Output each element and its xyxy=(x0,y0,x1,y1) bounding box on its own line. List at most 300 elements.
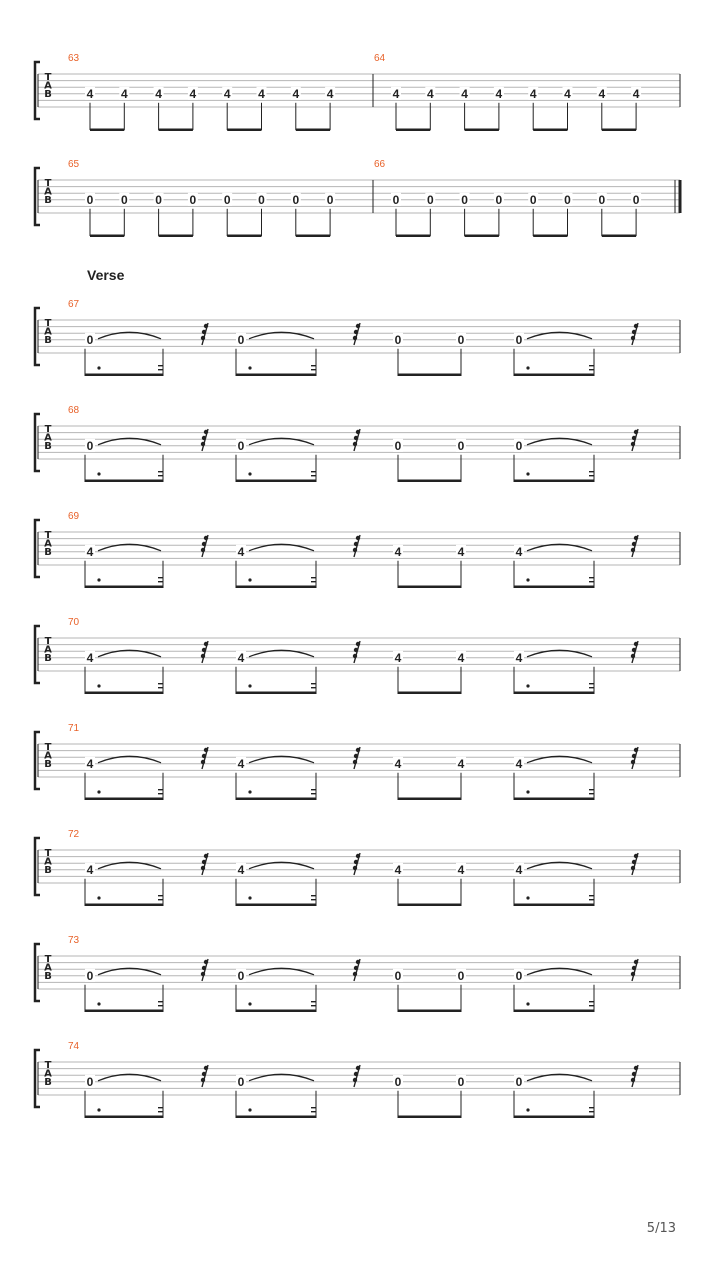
tab-clef-letter: A xyxy=(44,1068,52,1080)
beam xyxy=(514,480,594,483)
fret-number: 4 xyxy=(86,86,94,101)
beam xyxy=(514,374,594,377)
rest-dot xyxy=(353,972,357,976)
rest-dot xyxy=(201,972,205,976)
fret-number: 0 xyxy=(86,438,94,453)
fret-number: 4 xyxy=(86,650,94,665)
fret-number: 4 xyxy=(237,862,245,877)
staff-system xyxy=(35,723,680,800)
fret-number: 0 xyxy=(394,968,402,983)
rest-dot xyxy=(202,330,206,334)
rest-dot xyxy=(353,866,357,870)
rest-dot xyxy=(202,648,206,652)
beam-stub xyxy=(158,899,163,900)
beam xyxy=(296,129,330,132)
fret-number: 4 xyxy=(515,862,523,877)
beam xyxy=(90,235,124,238)
fret-number: 4 xyxy=(86,544,94,559)
fret-number: 0 xyxy=(394,438,402,453)
rhythm-dot xyxy=(526,578,529,581)
rest-dot xyxy=(202,436,206,440)
rest-dot xyxy=(353,442,357,446)
fret-number: 4 xyxy=(326,86,334,101)
rhythm-dot xyxy=(526,684,529,687)
fret-number: 0 xyxy=(258,192,265,207)
beam-stub xyxy=(589,895,594,896)
fret-number: 0 xyxy=(461,192,468,207)
rest-dot xyxy=(356,324,360,328)
rhythm-dot xyxy=(248,896,251,899)
fret-number: 0 xyxy=(394,332,402,347)
beam-stub xyxy=(589,1005,594,1006)
beam-stub xyxy=(311,1005,316,1006)
tab-clef-letter: B xyxy=(44,335,52,346)
section-label: Verse xyxy=(87,267,125,283)
rest-dot xyxy=(201,442,205,446)
fret-number: 0 xyxy=(457,332,465,347)
fret-number: 4 xyxy=(394,650,402,665)
tab-clef-letter: A xyxy=(44,962,52,974)
beam-stub xyxy=(311,793,316,794)
beam xyxy=(85,1116,163,1119)
beam-stub xyxy=(311,895,316,896)
fret-number: 4 xyxy=(529,86,537,101)
rhythm-dot xyxy=(97,896,100,899)
rest-dot xyxy=(632,1072,636,1076)
staff-system xyxy=(35,159,682,237)
rest-dot xyxy=(356,960,360,964)
rhythm-dot xyxy=(526,366,529,369)
beam-stub xyxy=(158,895,163,896)
beam xyxy=(514,904,594,907)
beam-stub xyxy=(311,1111,316,1112)
measure-number: 74 xyxy=(68,1041,80,1052)
beam xyxy=(85,904,163,907)
beam xyxy=(465,129,499,132)
beam xyxy=(514,798,594,801)
fret-number: 0 xyxy=(515,968,523,983)
beam-stub xyxy=(589,1111,594,1112)
fret-number: 4 xyxy=(515,650,523,665)
beam xyxy=(85,480,163,483)
rhythm-dot xyxy=(248,366,251,369)
rest-dot xyxy=(204,324,208,328)
rest-dot xyxy=(204,854,208,858)
rhythm-dot xyxy=(97,578,100,581)
fret-number: 0 xyxy=(292,192,300,207)
beam-stub xyxy=(311,683,316,684)
rest-dot xyxy=(202,966,206,970)
rest-dot xyxy=(634,960,638,964)
beam xyxy=(533,129,567,132)
rest-dot xyxy=(202,1072,206,1076)
beam xyxy=(227,129,261,132)
rest-dot xyxy=(201,760,205,764)
beam xyxy=(514,1116,594,1119)
rest-dot xyxy=(201,1078,205,1082)
rest-dot xyxy=(634,642,638,646)
tab-clef-letter: T xyxy=(44,848,52,859)
rest-dot xyxy=(204,960,208,964)
measure-number: 64 xyxy=(374,53,386,64)
rest-dot xyxy=(202,754,206,758)
rest-dot xyxy=(632,966,636,970)
measure-number: 65 xyxy=(68,159,80,170)
fret-number: 0 xyxy=(598,192,606,207)
rhythm-dot xyxy=(97,1002,100,1005)
rest-dot xyxy=(202,542,206,546)
beam xyxy=(396,129,430,132)
fret-number: 4 xyxy=(426,86,434,101)
rest-dot xyxy=(201,548,205,552)
beam xyxy=(398,1116,461,1119)
rest-dot xyxy=(356,748,360,752)
beam-stub xyxy=(158,365,163,366)
rest-dot xyxy=(631,972,635,976)
beam-stub xyxy=(158,581,163,582)
rhythm-dot xyxy=(248,1108,251,1111)
beam xyxy=(85,798,163,801)
rest-dot xyxy=(356,1066,360,1070)
fret-number: 0 xyxy=(632,192,640,207)
fret-number: 4 xyxy=(237,756,245,771)
tab-clef-letter: B xyxy=(44,195,52,206)
tab-clef-letter: B xyxy=(44,865,52,876)
fret-number: 0 xyxy=(495,192,503,207)
rest-dot xyxy=(204,748,208,752)
rest-dot xyxy=(353,548,357,552)
beam xyxy=(398,1010,461,1013)
fret-number: 4 xyxy=(223,86,231,101)
fret-number: 4 xyxy=(120,86,128,101)
beam xyxy=(85,1010,163,1013)
fret-number: 0 xyxy=(394,1074,402,1089)
beam xyxy=(236,480,316,483)
fret-number: 4 xyxy=(189,86,197,101)
beam xyxy=(90,129,124,132)
beam xyxy=(236,374,316,377)
fret-number: 0 xyxy=(457,438,465,453)
rhythm-dot xyxy=(248,1002,251,1005)
staff-system xyxy=(35,53,680,131)
tab-clef-letter: B xyxy=(44,971,52,982)
beam-stub xyxy=(158,1005,163,1006)
beam xyxy=(602,129,636,132)
beam-stub xyxy=(589,581,594,582)
beam xyxy=(236,692,316,695)
rest-dot xyxy=(356,854,360,858)
tab-clef-letter: T xyxy=(44,178,52,189)
measure-number: 70 xyxy=(68,617,80,628)
tab-clef-letter: A xyxy=(44,644,52,656)
beam-stub xyxy=(589,789,594,790)
rest-dot xyxy=(634,536,638,540)
fret-number: 4 xyxy=(564,86,571,101)
tab-clef-letter: B xyxy=(44,547,52,558)
rest-dot xyxy=(631,336,635,340)
fret-number: 4 xyxy=(457,756,465,771)
fret-number: 0 xyxy=(515,332,523,347)
beam xyxy=(514,1010,594,1013)
rhythm-dot xyxy=(248,790,251,793)
beam-stub xyxy=(311,1001,316,1002)
tab-clef-letter: A xyxy=(44,856,52,868)
rhythm-dot xyxy=(526,896,529,899)
final-barline-thick xyxy=(679,180,682,213)
fret-number: 0 xyxy=(237,1074,245,1089)
rest-dot xyxy=(632,860,636,864)
fret-number: 4 xyxy=(237,544,245,559)
beam xyxy=(236,798,316,801)
tab-clef-letter: T xyxy=(44,72,52,83)
fret-number: 4 xyxy=(86,756,94,771)
fret-number: 4 xyxy=(394,544,402,559)
rhythm-dot xyxy=(248,684,251,687)
tab-clef-letter: A xyxy=(44,326,52,338)
beam-stub xyxy=(589,369,594,370)
beam-stub xyxy=(589,899,594,900)
rhythm-dot xyxy=(526,1108,529,1111)
fret-number: 0 xyxy=(392,192,400,207)
beam xyxy=(398,692,461,695)
staff-system xyxy=(35,829,680,906)
rest-dot xyxy=(204,536,208,540)
rhythm-dot xyxy=(97,366,100,369)
rest-dot xyxy=(201,866,205,870)
fret-number: 0 xyxy=(457,1074,465,1089)
beam-stub xyxy=(589,683,594,684)
tab-clef-letter: A xyxy=(44,750,52,762)
measure-number: 63 xyxy=(68,53,80,64)
beam-stub xyxy=(311,369,316,370)
fret-number: 0 xyxy=(86,332,94,347)
beam-stub xyxy=(311,789,316,790)
beam xyxy=(398,480,461,483)
fret-number: 4 xyxy=(237,650,245,665)
staff-system xyxy=(35,935,680,1012)
rest-dot xyxy=(354,542,358,546)
rhythm-dot xyxy=(97,684,100,687)
tab-clef-letter: B xyxy=(44,759,52,770)
rest-dot xyxy=(356,642,360,646)
rest-dot xyxy=(204,430,208,434)
tab-clef-letter: T xyxy=(44,636,52,647)
beam-stub xyxy=(158,793,163,794)
tab-clef-letter: T xyxy=(44,530,52,541)
staff-system xyxy=(35,511,680,588)
fret-number: 0 xyxy=(515,1074,523,1089)
beam-stub xyxy=(589,471,594,472)
fret-number: 4 xyxy=(86,862,94,877)
fret-number: 4 xyxy=(292,86,300,101)
measure-number: 71 xyxy=(68,723,80,734)
beam-stub xyxy=(311,577,316,578)
beam xyxy=(398,374,461,377)
rest-dot xyxy=(353,760,357,764)
beam xyxy=(602,235,636,238)
beam-stub xyxy=(158,687,163,688)
beam-stub xyxy=(158,1107,163,1108)
fret-number: 4 xyxy=(632,86,640,101)
rest-dot xyxy=(631,548,635,552)
beam xyxy=(236,586,316,589)
beam-stub xyxy=(311,581,316,582)
fret-number: 0 xyxy=(155,192,162,207)
beam-stub xyxy=(311,365,316,366)
beam-stub xyxy=(158,369,163,370)
rest-dot xyxy=(354,1072,358,1076)
beam xyxy=(465,235,499,238)
tab-clef-letter: A xyxy=(44,538,52,550)
rest-dot xyxy=(354,754,358,758)
measure-number: 66 xyxy=(374,159,386,170)
beam xyxy=(236,1116,316,1119)
rest-dot xyxy=(356,536,360,540)
tab-clef-letter: T xyxy=(44,424,52,435)
measure-number: 72 xyxy=(68,829,80,840)
beam xyxy=(236,1010,316,1013)
tab-clef-letter: B xyxy=(44,441,52,452)
rest-dot xyxy=(634,1066,638,1070)
rest-dot xyxy=(631,654,635,658)
tab-clef-letter: B xyxy=(44,89,52,100)
rest-dot xyxy=(353,1078,357,1082)
fret-number: 4 xyxy=(394,756,402,771)
beam-stub xyxy=(589,577,594,578)
beam-stub xyxy=(589,687,594,688)
rest-dot xyxy=(634,748,638,752)
fret-number: 4 xyxy=(495,86,503,101)
measure-number: 67 xyxy=(68,299,80,310)
measure-number: 68 xyxy=(68,405,80,416)
fret-number: 4 xyxy=(457,650,465,665)
beam-stub xyxy=(589,793,594,794)
fret-number: 0 xyxy=(529,192,537,207)
beam xyxy=(514,586,594,589)
fret-number: 0 xyxy=(426,192,434,207)
rhythm-dot xyxy=(248,472,251,475)
rest-dot xyxy=(354,648,358,652)
rest-dot xyxy=(634,430,638,434)
rest-dot xyxy=(631,442,635,446)
staff-system xyxy=(35,617,680,694)
beam xyxy=(159,235,193,238)
fret-number: 4 xyxy=(394,862,402,877)
fret-number: 0 xyxy=(189,192,197,207)
fret-number: 4 xyxy=(155,86,162,101)
rest-dot xyxy=(353,654,357,658)
beam-stub xyxy=(311,687,316,688)
beam-stub xyxy=(158,789,163,790)
beam xyxy=(85,586,163,589)
rhythm-dot xyxy=(97,1108,100,1111)
beam xyxy=(159,129,193,132)
rest-dot xyxy=(631,1078,635,1082)
beam xyxy=(398,904,461,907)
rest-dot xyxy=(201,654,205,658)
fret-number: 4 xyxy=(392,86,400,101)
beam-stub xyxy=(311,899,316,900)
beam-stub xyxy=(589,475,594,476)
beam-stub xyxy=(158,1111,163,1112)
beam-stub xyxy=(589,1107,594,1108)
rest-dot xyxy=(354,860,358,864)
fret-number: 0 xyxy=(326,192,334,207)
beam-stub xyxy=(158,683,163,684)
fret-number: 0 xyxy=(457,968,465,983)
rest-dot xyxy=(632,330,636,334)
rest-dot xyxy=(204,642,208,646)
beam-stub xyxy=(311,1107,316,1108)
rest-dot xyxy=(632,542,636,546)
rest-dot xyxy=(201,336,205,340)
beam xyxy=(398,798,461,801)
fret-number: 0 xyxy=(86,1074,94,1089)
beam-stub xyxy=(311,471,316,472)
beam xyxy=(398,586,461,589)
fret-number: 4 xyxy=(515,756,523,771)
fret-number: 0 xyxy=(120,192,128,207)
rest-dot xyxy=(354,330,358,334)
fret-number: 0 xyxy=(223,192,231,207)
fret-number: 4 xyxy=(457,544,465,559)
measure-number: 69 xyxy=(68,511,80,522)
beam xyxy=(296,235,330,238)
staff-system xyxy=(35,267,680,376)
rest-dot xyxy=(632,754,636,758)
rest-dot xyxy=(356,430,360,434)
rest-dot xyxy=(631,866,635,870)
rest-dot xyxy=(634,324,638,328)
measure-number: 73 xyxy=(68,935,80,946)
fret-number: 4 xyxy=(457,862,465,877)
beam xyxy=(396,235,430,238)
fret-number: 0 xyxy=(237,968,245,983)
tab-clef-letter: T xyxy=(44,1060,52,1071)
rhythm-dot xyxy=(97,790,100,793)
beam-stub xyxy=(158,577,163,578)
fret-number: 4 xyxy=(461,86,468,101)
staff-system xyxy=(35,405,680,482)
rest-dot xyxy=(204,1066,208,1070)
fret-number: 0 xyxy=(86,192,94,207)
staff-system xyxy=(35,1041,680,1118)
fret-number: 0 xyxy=(237,438,245,453)
beam-stub xyxy=(589,365,594,366)
rhythm-dot xyxy=(526,790,529,793)
tab-clef-letter: A xyxy=(44,80,52,92)
fret-number: 4 xyxy=(258,86,265,101)
tab-clef-letter: T xyxy=(44,742,52,753)
beam xyxy=(533,235,567,238)
tab-clef-letter: A xyxy=(44,186,52,198)
rhythm-dot xyxy=(526,1002,529,1005)
fret-number: 0 xyxy=(86,968,94,983)
rhythm-dot xyxy=(97,472,100,475)
beam-stub xyxy=(589,1001,594,1002)
tab-clef-letter: T xyxy=(44,954,52,965)
rest-dot xyxy=(354,966,358,970)
fret-number: 0 xyxy=(564,192,571,207)
tab-clef-letter: T xyxy=(44,318,52,329)
rest-dot xyxy=(353,336,357,340)
tab-clef-letter: B xyxy=(44,1077,52,1088)
beam-stub xyxy=(311,475,316,476)
fret-number: 0 xyxy=(237,332,245,347)
fret-number: 0 xyxy=(515,438,523,453)
rest-dot xyxy=(354,436,358,440)
tab-clef-letter: B xyxy=(44,653,52,664)
